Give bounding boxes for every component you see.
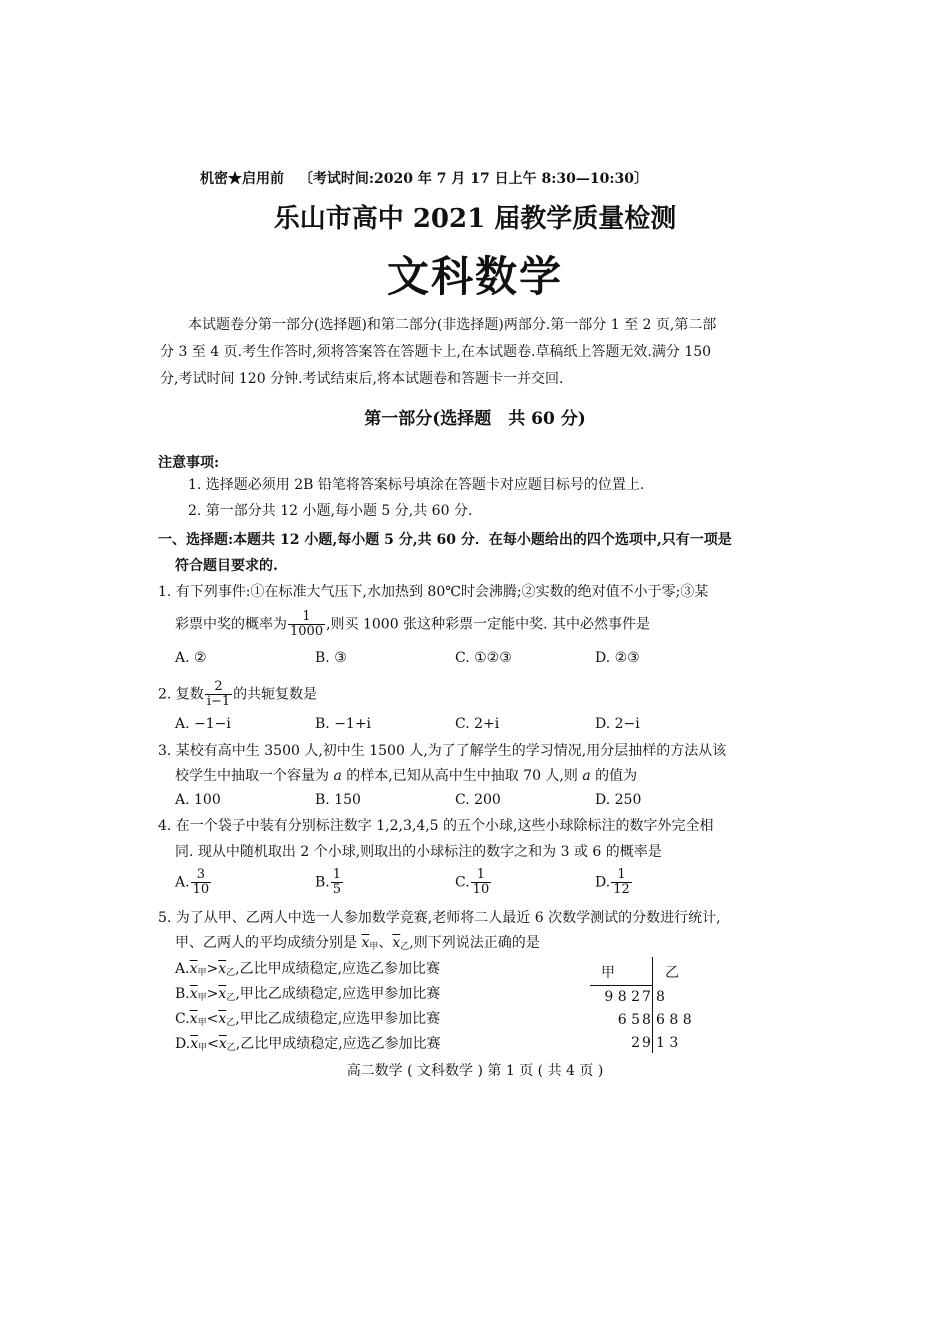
q4-option-a-label: A.	[175, 874, 190, 891]
q5-text-b: ,则下列说法正确的是	[409, 935, 540, 951]
part1-title: 第一部分(选择题 共 60 分)	[364, 409, 586, 429]
q5-option-d	[175, 1033, 441, 1053]
q3-option-d: D. 250	[595, 792, 642, 808]
q5-sub-yi: 乙	[400, 942, 410, 952]
stem-leaf-divider	[590, 985, 652, 986]
q4-option-c-label: C.	[455, 874, 470, 891]
q4-option-c-num: 1	[471, 868, 492, 883]
stem-leaf-row-3-right: 1 3	[656, 1035, 679, 1051]
q5-option-a-sub1: 甲	[197, 968, 207, 978]
q5-option-c-rel: <	[206, 1011, 219, 1027]
q3-var-a-2: a	[582, 768, 591, 784]
q1-frac-num: 1	[288, 610, 325, 625]
q3-text-c: 的值为	[590, 768, 638, 784]
stem-leaf-row-3-left: 2	[631, 1035, 640, 1051]
q2-frac-den: i−1	[206, 694, 231, 709]
q2-option-a: A. −1−i	[175, 716, 231, 732]
stem-leaf-head-left: 甲	[601, 965, 615, 981]
q5-text-a: 甲、乙两人的平均成绩分别是	[175, 935, 362, 951]
q1-text-a: 彩票中奖的概率为	[175, 616, 287, 633]
q5-option-d-text: ,乙比甲成绩稳定,应选乙参加比赛	[235, 1036, 441, 1052]
q1-option-a: A. ②	[175, 650, 207, 666]
exam-time: 〔考试时间:2020 年 7 月 17 日上午 8:30—10:30〕	[298, 171, 648, 187]
stem-leaf-row-1-stem: 7	[642, 989, 651, 1005]
q2-option-d: D. 2−i	[595, 716, 640, 732]
q5-option-a-text: ,乙比甲成绩稳定,应选乙参加比赛	[235, 961, 441, 977]
secret-label: 机密★启用前	[200, 171, 284, 187]
notes-title: 注意事项:	[158, 455, 220, 471]
q4-option-c	[455, 868, 492, 897]
q4-option-d	[595, 868, 633, 897]
stem-leaf-row-1-right: 8	[656, 989, 665, 1005]
q4-option-a-fraction	[191, 868, 212, 897]
q4-option-b-label: B.	[315, 874, 330, 891]
q4-option-a-num: 3	[191, 868, 212, 883]
q4-option-a	[175, 868, 212, 897]
q5-line-2: 甲、乙两人的平均成绩分别是 $\overline{x}_甲$、$\overline{x}_乙$,则下列说法正确的是	[175, 935, 540, 952]
q4-option-b-num: 1	[332, 867, 342, 882]
q5-option-a-x2: $\overline{x}$	[218, 961, 227, 977]
q5-option-d-rel: <	[207, 1036, 219, 1052]
q5-option-b-sub2: 乙	[226, 993, 236, 1003]
q5-option-c-x1: $\overline{x}$	[189, 1011, 198, 1027]
q4-option-a-den: 10	[192, 882, 210, 897]
q5-option-c-label: C.	[175, 1011, 190, 1027]
q4-line-2: 同. 现从中随机取出 2 个小球,则取出的小球标注的数字之和为 3 或 6 的概率是	[175, 844, 662, 860]
q5-option-c	[175, 1008, 440, 1028]
q5-option-d-x1: $\overline{x}$	[190, 1036, 199, 1052]
q5-xbar-yi: $\overline{x}$	[392, 935, 401, 951]
q5-line-1: 5. 为了从甲、乙两人中选一人参加数学竞赛,老师将二人最近 6 次数学测试的分数进行统计,	[158, 910, 721, 926]
stem-leaf-head-right: 乙	[665, 965, 679, 981]
q4-option-c-fraction	[471, 868, 492, 897]
q5-option-b-sub1: 甲	[197, 993, 207, 1003]
q1-text-b: ,则买 1000 张这种彩票一定能中奖. 其中必然事件是	[326, 616, 650, 633]
q5-option-a	[175, 958, 440, 978]
q5-option-b-text: ,甲比乙成绩稳定,应选甲参加比赛	[235, 986, 441, 1002]
q5-option-b-label: B.	[175, 986, 190, 1002]
q5-option-a-label: A.	[175, 961, 190, 977]
intro-line-2: 分 3 至 4 页.考生作答时,须将答案答在答题卡上,在本试题卷.草稿纸上答题无效.满分 150	[160, 344, 712, 360]
q5-option-d-label: D.	[175, 1036, 191, 1052]
stem-leaf-row-2-stem: 8	[642, 1012, 651, 1028]
q3-var-a: a	[333, 768, 342, 784]
q2-line	[158, 680, 317, 709]
q3-text-b: 的样本,已知从高中生中抽取 70 人,则	[341, 768, 583, 784]
stem-leaf-row-2-right: 6 8 8	[656, 1012, 692, 1028]
q2-option-b: B. −1+i	[315, 716, 372, 732]
subject-title: 文科数学	[386, 252, 563, 301]
q5-option-c-sub1: 甲	[197, 1018, 207, 1028]
q2-frac-num: 2	[205, 680, 232, 695]
q1-fraction	[288, 610, 325, 639]
q1-frac-den: 1000	[290, 624, 324, 639]
q4-option-d-label: D.	[595, 874, 611, 891]
q5-sub-jia: 甲	[369, 942, 379, 952]
q3-option-c: C. 200	[455, 792, 501, 808]
q3-line-1: 3. 某校有高中生 3500 人,初中生 1500 人,为了了解学生的学习情况,用分层抽样的方法从该	[158, 743, 727, 759]
section1-line-1: 一、选择题:本题共 12 小题,每小题 5 分,共 60 分．在每小题给出的四个选项中,只有一项是	[158, 532, 732, 548]
page-footer: 高二数学 ( 文科数学 ) 第 1 页 ( 共 4 页 )	[346, 1063, 604, 1079]
q5-option-a-sub2: 乙	[226, 968, 236, 978]
q5-option-c-text: ,甲比乙成绩稳定,应选甲参加比赛	[235, 1011, 441, 1027]
main-title: 乐山市高中 2021 届教学质量检测	[273, 204, 677, 234]
q1-option-d: D. ②③	[595, 650, 640, 666]
intro-line-1: 本试题卷分第一部分(选择题)和第二部分(非选择题)两部分.第一部分 1 至 2 页,第二部	[188, 317, 717, 333]
q1-line-2	[175, 610, 650, 639]
stem-leaf-row-3-stem: 9	[642, 1035, 651, 1051]
q4-option-c-den: 10	[472, 882, 490, 897]
q4-option-b-fraction	[331, 868, 343, 897]
q4-option-d-den: 12	[613, 882, 630, 897]
q3-option-a: A. 100	[175, 792, 221, 808]
q3-option-b: B. 150	[315, 792, 361, 808]
notes-item-1: 1. 选择题必须用 2B 铅笔将答案标号填涂在答题卡对应题目标号的位置上.	[188, 477, 645, 493]
q4-option-b	[315, 868, 344, 897]
q2-text-b: 的共轭复数是	[233, 686, 318, 703]
section1-line-2: 符合题目要求的.	[175, 558, 278, 574]
stem-leaf-row-1-left: 9 8 2	[604, 989, 640, 1005]
q5-option-b-x2: $\overline{x}$	[218, 986, 227, 1002]
q3-line-2	[175, 765, 637, 785]
q5-option-a-x1: $\overline{x}$	[189, 961, 198, 977]
q5-option-b-rel: >	[206, 986, 219, 1002]
q5-option-d-sub2: 乙	[226, 1043, 236, 1053]
stem-leaf-row-2-left: 6 5	[617, 1012, 640, 1028]
notes-item-2: 2. 第一部分共 12 小题,每小题 5 分,共 60 分.	[188, 503, 473, 519]
q3-text-a: 校学生中抽取一个容量为	[175, 768, 334, 784]
q2-text-a: 2. 复数	[158, 686, 204, 703]
q1-option-b: B. ③	[315, 650, 347, 666]
q4-line-1: 4. 在一个袋子中装有分别标注数字 1,2,3,4,5 的五个小球,这些小球除标注的数字外完全相	[158, 818, 714, 834]
q5-option-d-x2: $\overline{x}$	[218, 1036, 227, 1052]
q5-option-b	[175, 983, 440, 1003]
q5-option-c-sub2: 乙	[226, 1018, 236, 1028]
q5-option-b-x1: $\overline{x}$	[189, 986, 198, 1002]
q4-option-d-num: 1	[611, 868, 632, 883]
header-line	[200, 168, 648, 188]
q1-line-1: 1. 有下列事件:①在标准大气压下,水加热到 80℃时会沸腾;②实数的绝对值不小于零;③某	[158, 584, 709, 600]
q2-option-c: C. 2+i	[455, 716, 500, 732]
stem-leaf-axis	[652, 957, 653, 1053]
q5-option-d-sub1: 甲	[198, 1043, 208, 1053]
q1-option-c: C. ①②③	[455, 650, 512, 666]
q4-option-d-fraction	[611, 868, 632, 897]
q5-xbar-jia: $\overline{x}$	[361, 935, 370, 951]
q5-option-a-rel: >	[206, 961, 219, 977]
q5-option-c-x2: $\overline{x}$	[218, 1011, 227, 1027]
intro-line-3: 分,考试时间 120 分钟.考试结束后,将本试题卷和答题卡一并交回.	[160, 371, 564, 387]
q4-option-b-den: 5	[332, 882, 342, 897]
q2-fraction	[205, 680, 232, 709]
